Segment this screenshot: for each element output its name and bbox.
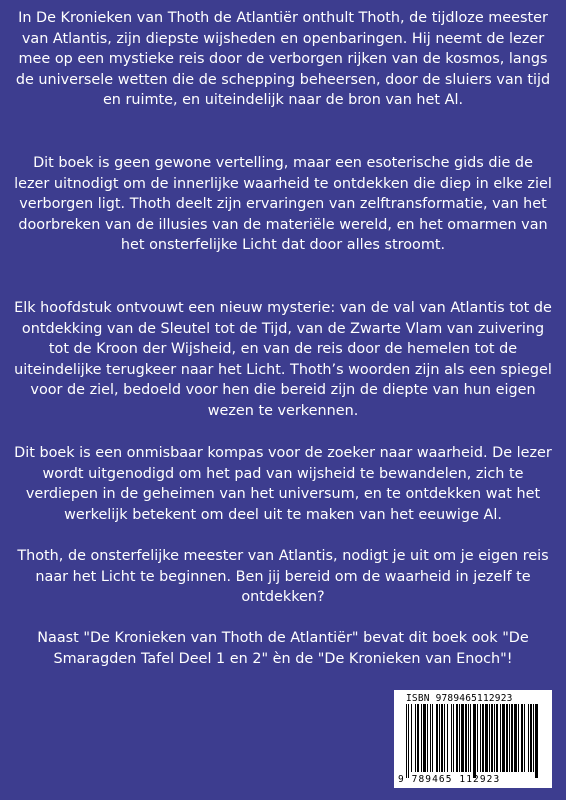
description-paragraph-1	[14, 8, 552, 111]
barcode-bar	[461, 704, 464, 772]
barcode-bar	[453, 704, 454, 772]
barcode-bar	[441, 704, 443, 772]
barcode-bar	[518, 704, 519, 772]
barcode-bar	[535, 704, 538, 778]
barcode-bar	[511, 704, 513, 772]
barcode-bar	[436, 704, 438, 772]
description-paragraph-3	[14, 298, 552, 421]
barcode-bar	[494, 704, 495, 772]
barcode-bar	[465, 704, 467, 772]
barcode-bar	[524, 704, 525, 772]
description-paragraph-6	[14, 628, 552, 669]
paragraph-text: Dit boek is een onmisbaar kompas voor de zoeker naar waarheid. De lezer wordt uitgenodigd om het pad van wijsheid te bewandelen, zich te verdiepen in de geheimen van het universum, en te ontdekken wat het werkelijk betekent om deel uit te maken van het eeuwige Al.	[14, 445, 552, 523]
paragraph-text: Thoth, de onsterfelijke meester van Atlantis, nodigt je uit om je eigen reis naar het Licht te beginnen. Ben jij bereid om de waarheid in jezelf te ontdekken?	[17, 548, 549, 605]
barcode-bar	[456, 704, 458, 772]
barcode-bar	[444, 704, 445, 772]
paragraph-text: Elk hoofdstuk ontvouwt een nieuw mysterie: van de val van Atlantis tot de ontdekking van de Sleutel tot de Tijd, van de Zwarte Vlam van zuivering tot de Kroon der Wijsheid, en van de reis door de hemelen tot de uiteindelijke terugkeer naar het Licht. Thoth’s woorden zijn als een spiegel voor de ziel, bedoeld voor hen die bereid zijn de diepte van hun eigen wezen te verkennen.	[14, 300, 552, 419]
barcode-bar	[451, 704, 452, 772]
barcode-bars	[406, 704, 540, 778]
description-paragraph-4	[14, 443, 552, 525]
description-paragraph-2	[14, 153, 552, 256]
barcode-bar	[439, 704, 440, 772]
barcode-bar	[482, 704, 484, 772]
paragraph-text: In De Kronieken van Thoth de Atlantiër onthult Thoth, de tijdloze meester van Atlantis, zijn diepste wijsheden en openbaringen. Hij neemt de lezer mee op een mystieke reis door de verborgen rijken van de kosmos, langs de universele wetten die de schepping beheersen, door de sluiers van tijd en ruimte, en uiteindelijk naar de bron van het Al.	[15, 10, 551, 108]
barcode-bar	[408, 704, 409, 778]
barcode-bar	[417, 704, 419, 772]
barcode-bar	[423, 704, 426, 772]
barcode-bar	[480, 704, 481, 772]
isbn-label: ISBN 9789465112923	[406, 693, 513, 704]
barcode-bar	[421, 704, 422, 772]
barcode-bar	[491, 704, 493, 772]
barcode-bar	[530, 704, 532, 772]
barcode-bar	[500, 704, 501, 772]
barcode-bar	[509, 704, 510, 772]
barcode-bar	[502, 704, 505, 772]
barcode-bar	[528, 704, 529, 772]
barcode-bar	[521, 704, 523, 772]
barcode-bar	[496, 704, 498, 772]
barcode-bar	[447, 704, 448, 772]
barcode-bar	[470, 704, 471, 772]
barcode-bar	[432, 704, 433, 772]
barcode-bar	[485, 704, 488, 772]
barcode-bar	[514, 704, 517, 772]
barcode-bar	[468, 704, 469, 772]
isbn-barcode	[394, 690, 552, 788]
barcode-bar	[459, 704, 460, 772]
barcode-digits: 9 789465 112923	[398, 774, 501, 785]
barcode-bar	[406, 704, 407, 778]
paragraph-text: Naast "De Kronieken van Thoth de Atlantiër" bevat dit boek ook "De Smaragden Tafel Deel 1 en 2" èn de "De Kronieken van Enoch"!	[37, 630, 529, 667]
barcode-bar	[477, 704, 478, 772]
description-paragraph-5	[14, 546, 552, 608]
barcode-bar	[473, 704, 476, 778]
barcode-bar	[411, 704, 412, 772]
barcode-bar	[430, 704, 431, 772]
barcode-bar	[533, 704, 534, 772]
barcode-bar	[506, 704, 508, 772]
barcode-bar	[415, 704, 416, 772]
barcode-bar	[489, 704, 490, 772]
barcode-bar	[427, 704, 428, 772]
paragraph-text: Dit boek is geen gewone vertelling, maar een esoterische gids die de lezer uitnodigt om de innerlijke waarheid te ontdekken die diep in elke ziel verborgen ligt. Thoth deelt zijn ervaringen van zelftransformatie, van het doorbreken van de illusies van de materiële wereld, en het omarmen van het onsterfelijke Licht dat door alles stroomt.	[14, 155, 552, 253]
